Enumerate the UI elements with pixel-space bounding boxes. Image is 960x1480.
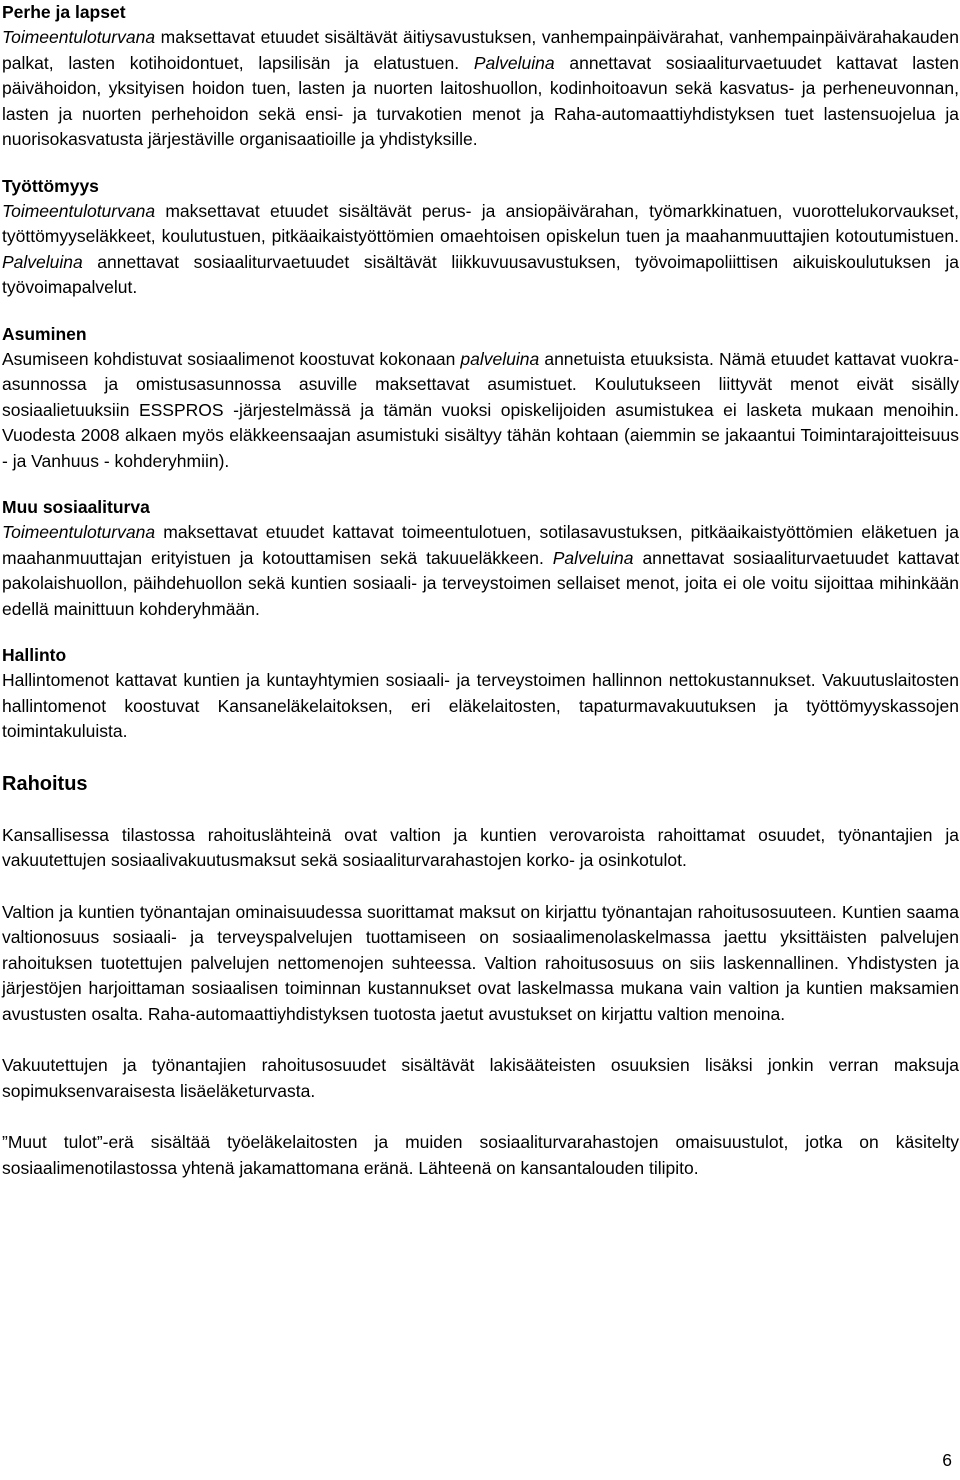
- section-heading-asuminen: Asuminen: [2, 323, 87, 344]
- emphasis-toimeentuloturvana: Toimeentuloturvana: [2, 27, 156, 47]
- section-heading-tyottomyys: Työttömyys: [2, 175, 99, 196]
- paragraph-muu: [2, 520, 959, 622]
- paragraph-rahoitus-4: ”Muut tulot”-erä sisältää työeläkelaitosten ja muiden sosiaaliturvarahastojen omaisuustulot, jotka on käsitelty sosiaalimenotilastossa yhtenä jakamattomana eränä. Lähteenä on kansantalouden tilipito.: [2, 1132, 959, 1178]
- page-number: 6: [942, 1450, 952, 1470]
- emphasis-palveluina: Palveluina: [473, 52, 555, 73]
- section-heading-muu: Muu sosiaaliturva: [2, 497, 150, 517]
- emphasis-palveluina: Palveluina: [2, 251, 83, 272]
- text-run: Asumiseen kohdistuvat sosiaalimenot koostuvat kokonaan: [2, 348, 461, 369]
- paragraph-perhe: [2, 25, 959, 153]
- section-rahoitus: [2, 771, 959, 1182]
- section-heading-perhe: Perhe ja lapset: [2, 2, 126, 22]
- paragraph-rahoitus-1: Kansallisessa tilastossa rahoituslähteinä ovat valtion ja kuntien verovaroista rahoittamat osuudet, työnantajien ja vakuutettujen sosiaalivakuutusmaksut sekä sosiaaliturvarahastojen korko- ja osinkotulot.: [2, 824, 959, 870]
- paragraph-hallinto: Hallintomenot kattavat kuntien ja kuntayhtymien sosiaali- ja terveystoimen hallinnon nettokustannukset. Vakuutuslaitosten hallintomenot koostuvat Kansaneläkelaitoksen, eri eläkelaitosten, tapaturmavakuutuksen ja työttömyyskassojen toimintakuluista.: [2, 670, 959, 741]
- text-run: annetuista etuuksista. Nämä etuudet kattavat vuokra-asunnossa ja omistusasunnossa asuville maksettavat asumistuet. Koulutukseen liittyvät menot eivät sisälly sosiaalietuuksiin ESSPROS -järjestelmässä ja tämän vuoksi opiskelijoiden asumistukea ei lasketa mukaan menoihin. Vuodesta 2008 alkaen myös eläkkeensaajan asumistuki sisältyy tähän kohtaan (aiemmin se jakaantui Toimintarajoitteisuus - ja Vanhuus - kohderyhmiin).: [2, 348, 959, 471]
- emphasis-palveluina: Palveluina: [552, 547, 634, 568]
- emphasis-toimeentuloturvana: Toimeentuloturvana: [2, 200, 156, 221]
- main-heading-rahoitus: Rahoitus: [2, 772, 88, 795]
- emphasis-palveluina: palveluina: [460, 348, 540, 369]
- paragraph-asuminen: [2, 347, 959, 475]
- text-run: annettavat sosiaaliturvaetuudet kattavat pakolaishuollon, päihdehuollon sekä kuntien sosiaali- ja terveystoimen sellaiset menot, joita ei ole voitu sijoittaa mihinkään edellä mainittuun kohderyhmään.: [2, 547, 959, 619]
- section-hallinto: [2, 643, 959, 745]
- text-run: maksettavat etuudet sisältävät äitiysavustuksen, vanhempainpäivärahat, vanhempainpäivärahakauden palkat, lasten kotihoidontuet, lapsilisän ja elatustuen.: [2, 27, 959, 73]
- document-page: [2, 0, 959, 1181]
- paragraph-rahoitus-3: Vakuutettujen ja työnantajien rahoitusosuudet sisältävät lakisääteisten osuuksien lisäksi jonkin verran maksuja sopimuksenvaraisesta lisäeläketurvasta.: [2, 1055, 959, 1101]
- paragraph-tyottomyys: [2, 199, 959, 301]
- text-run: maksettavat etuudet sisältävät perus- ja ansiopäivärahan, työmarkkinatuen, vuorottelukorvaukset, työttömyyseläkkeet, koulutustuen, pitkäaikaistyöttömien omaehtoisen opiskelun tuen ja maahanmuuttajien kotoutumistuen.: [2, 200, 959, 246]
- section-muu: [2, 495, 959, 622]
- section-asuminen: [2, 322, 959, 475]
- section-tyottomyys: [2, 174, 959, 301]
- emphasis-toimeentuloturvana: Toimeentuloturvana: [2, 522, 156, 542]
- text-run: annettavat sosiaaliturvaetuudet sisältävät liikkuvuusavustuksen, työvoimapoliittisen aikuiskoulutuksen ja työvoimapalvelut.: [2, 251, 959, 297]
- text-run: annettavat sosiaaliturvaetuudet kattavat lasten päivähoidon, yksityisen hoidon tuen, lasten ja nuorten laitoshuollon, kodinhoitoavun sekä kasvatus- ja perheneuvonnan, lasten ja nuorten perhehoidon sekä ensi- ja turvakotien menot ja Raha-automaattiyhdistyksen tuet lastensuojelua ja nuorisokasvatusta järjestäville organisaatioille ja yhdistyksille.: [2, 52, 959, 149]
- section-heading-hallinto: Hallinto: [2, 645, 67, 665]
- text-run: maksettavat etuudet kattavat toimeentulotuen, sotilasavustuksen, pitkäaikaistyöttömien eläketuen ja maahanmuuttajan erityistuen ja kotouttamisen sekä takuueläkkeen.: [2, 522, 959, 568]
- paragraph-rahoitus-2: Valtion ja kuntien työnantajan ominaisuudessa suorittamat maksut on kirjattu työnantajan rahoitusosuuteen. Kuntien saama valtionosuus sosiaali- ja terveyspalvelujen tuottamiseen on sosiaalimenolaskelmassa jaettu yksittäisten palvelujen rahoituksen tuotettujen palvelujen nettomenojen suhteessa. Valtion rahoitusosuus on siis laskennallinen. Yhdistysten ja järjestöjen harjoittaman sosiaalisen toiminnan kustannukset ovat laskelmassa mukana vain valtion ja kuntien maksamien avustusten osalta. Raha-automaattiyhdistyksen tuotosta jaetut avustukset on kirjattu valtion menoina.: [2, 901, 959, 1024]
- section-perhe: [2, 0, 959, 153]
